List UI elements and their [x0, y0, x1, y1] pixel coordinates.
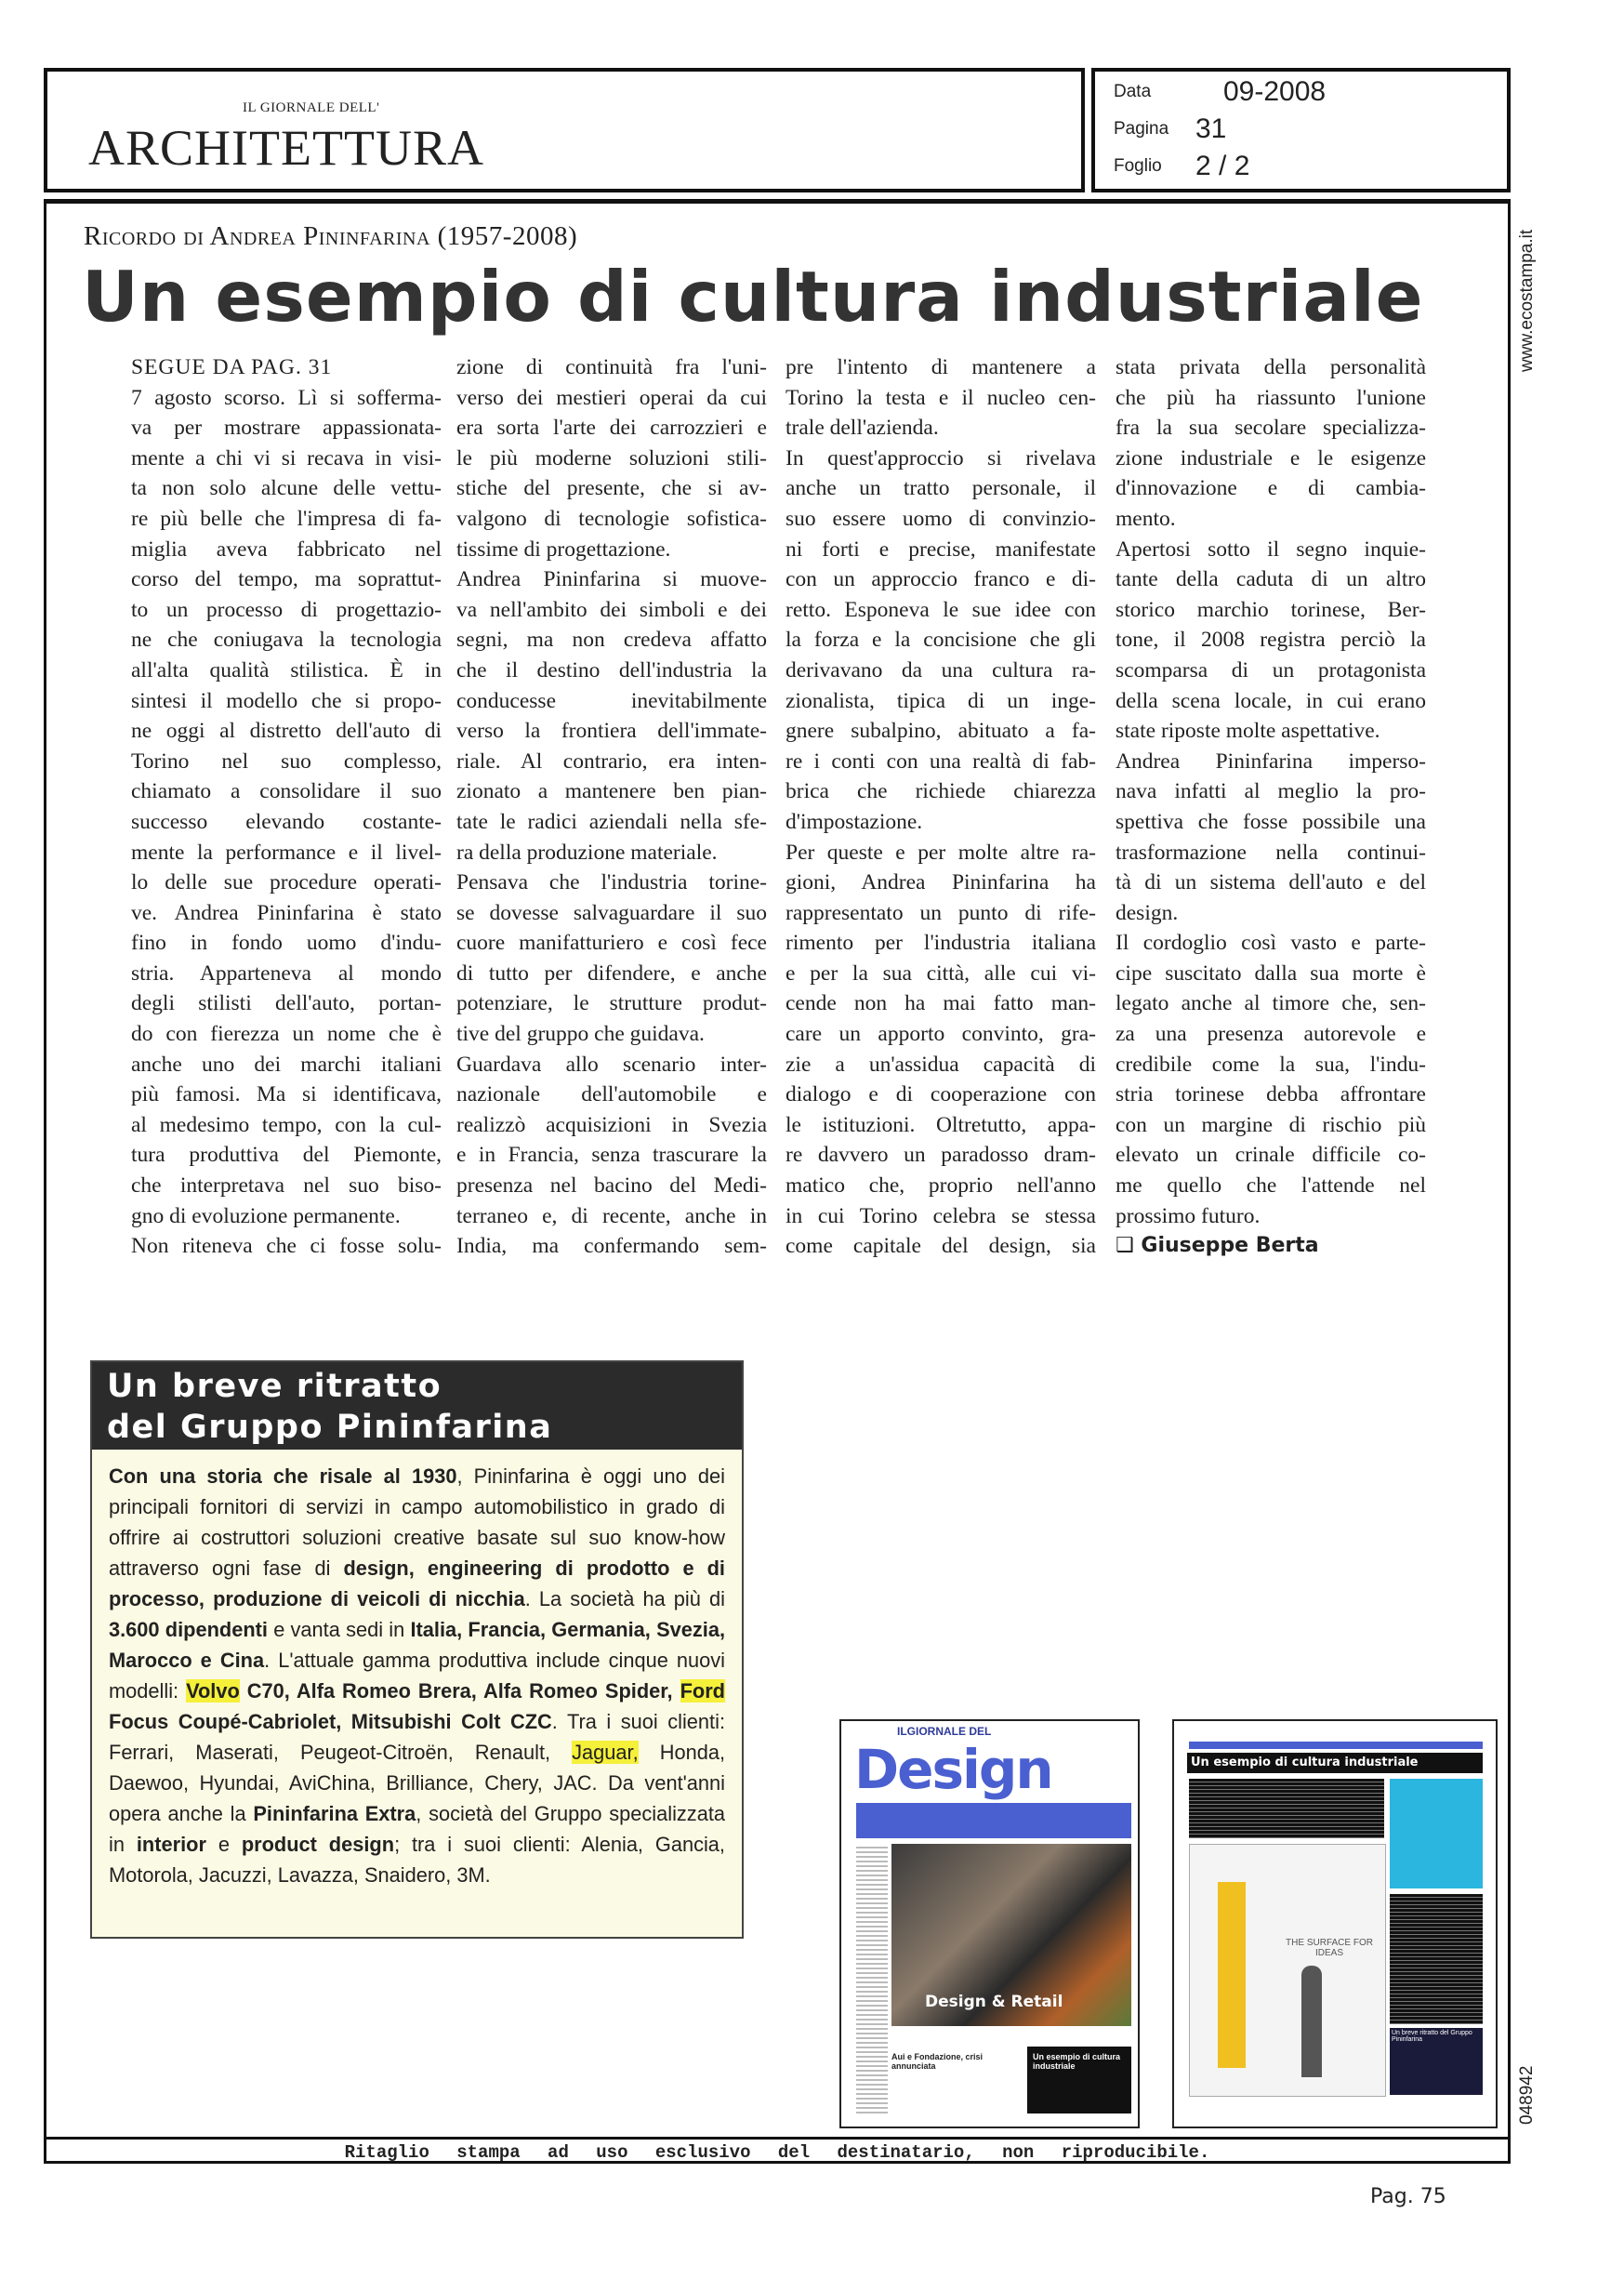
article-column-3: [786, 352, 1096, 1262]
thumb-ad-text: THE SURFACE FOR IDEAS: [1286, 1938, 1373, 1958]
body-text: e: [205, 1833, 242, 1856]
thumb-ad-panel: [1218, 1882, 1246, 2068]
article-line: ta non solo alcune delle vettu-: [131, 476, 442, 501]
thumb-top-band: [1189, 1742, 1483, 1749]
thumb-car-image: [1390, 1779, 1483, 1888]
article-line: Il cordoglio così vasto e parte-: [1116, 931, 1426, 956]
article-line: e in Francia, senza trascurare la: [456, 1143, 767, 1168]
article-line: rappresentato un punto di rife-: [786, 900, 1096, 925]
article-line: scomparsa di un protagonista: [1116, 657, 1426, 682]
article-line: tà di un sistema dell'auto e del: [1116, 870, 1426, 895]
body-text: , società del Gruppo specializzata in: [109, 1802, 726, 1856]
article-line: fra la sua secolare specializza-: [1116, 416, 1426, 441]
article-line: mento.: [1116, 506, 1176, 531]
article-line: cuore manifatturiero e così fece: [456, 931, 767, 956]
article-line: verso dei mestieri operai da cui: [456, 385, 767, 410]
article-line: fino in fondo uomo d'indu-: [131, 931, 442, 956]
article-line: della scena locale, in cui erano: [1116, 688, 1426, 713]
article-line: zione industriale e le esigenze: [1116, 445, 1426, 470]
article-line: anche uno dei marchi italiani: [131, 1052, 442, 1077]
article-line: ni forti e precise, manifestate: [786, 537, 1096, 562]
article-headline: Un esempio di cultura industriale: [82, 256, 1424, 338]
body-text: . Tra i suoi clienti: Ferrari, Maserati, Peugeot-Citroën, Renault,: [109, 1710, 726, 1764]
article-line: nazionale dell'automobile e: [456, 1082, 767, 1107]
thumb-sub-headline: Aui e Fondazione, crisi annunciata: [891, 2052, 984, 2071]
article-line: 7 agosto scorso. Lì si sofferma-: [131, 385, 442, 410]
article-line: care un apporto convinto, gra-: [786, 1022, 1096, 1047]
article-line: Per queste e per molte altre ra-: [786, 840, 1096, 865]
article-line: come capitale del design, sia: [786, 1234, 1096, 1259]
article-line: zionalista, tipica di un inge-: [786, 688, 1096, 713]
article-line: più famosi. Ma si identificava,: [131, 1082, 442, 1107]
article-line: matico che, proprio nell'anno: [786, 1173, 1096, 1199]
article-line: stiche del presente, che si av-: [456, 476, 767, 501]
thumb-masthead-big: Design: [854, 1738, 1052, 1801]
thumb-box: Un breve ritratto del Gruppo Pininfarina: [1390, 2028, 1483, 2095]
article-line: derivavano da una cultura ra-: [786, 657, 1096, 682]
article-line: Pensava che l'industria torine-: [456, 870, 767, 895]
article-line: za una presenza autorevole e: [1116, 1022, 1426, 1047]
article-line: mente a chi vi si recava in visi-: [131, 445, 442, 470]
footer-strip: Ritaglio stampa ad uso esclusivo del destinatario, non riproducibile.: [46, 2137, 1508, 2166]
article-line: ve. Andrea Pininfarina è stato: [131, 900, 442, 925]
article-line: design.: [1116, 900, 1179, 925]
article-column-4: [1116, 352, 1426, 1262]
thumb-inset: Un esempio di cultura industriale: [1027, 2047, 1131, 2113]
article-line: la forza e la concisione che gli: [786, 628, 1096, 653]
article-line: anche un tratto personale, il: [786, 476, 1096, 501]
article-line: va nell'ambito dei simboli e dei: [456, 597, 767, 622]
thumb-photo-caption: Design & Retail: [925, 1993, 1063, 2011]
article-line: corso del tempo, ma soprattut-: [131, 567, 442, 592]
article-line: miglia aveva fabbricato nel: [131, 537, 442, 562]
article-line: con un margine di rischio più: [1116, 1112, 1426, 1137]
meta-date: Data 09-2008: [1114, 76, 1327, 107]
article-line: Apertosi sotto il segno inquie-: [1116, 537, 1426, 562]
article-line: gioni, Andrea Pininfarina ha: [786, 870, 1096, 895]
article-line: state riposte molte aspettative.: [1116, 719, 1380, 744]
article-line: spettiva che fosse possibile una: [1116, 809, 1426, 834]
masthead-title: ARCHITETTURA: [88, 120, 484, 176]
side-code: 048942: [1517, 2065, 1537, 2125]
article-line: zione di continuità fra l'uni-: [456, 355, 767, 379]
sidebar-box-title: Un breve ritratto del Gruppo Pininfarina: [92, 1362, 742, 1450]
article-line: storico marchio torinese, Ber-: [1116, 597, 1426, 622]
article-line: realizzò acquisizioni in Svezia: [456, 1112, 767, 1137]
article-line: trasformazione nella continui-: [1116, 840, 1426, 865]
article-line: retto. Esponeva le sue idee con: [786, 597, 1096, 622]
article-line: tone, il 2008 registra perciò la: [1116, 628, 1426, 653]
article-line: al medesimo tempo, con la cul-: [131, 1112, 442, 1137]
thumb-ad-figure: [1301, 1966, 1322, 2077]
thumbnail-design-cover: [839, 1719, 1140, 2128]
article-line: trale dell'azienda.: [786, 416, 939, 441]
article-line: zionato a mantenere ben pian-: [456, 779, 767, 804]
article-line: segni, ma non credeva affatto: [456, 628, 767, 653]
article-line: tura produttiva del Piemonte,: [131, 1143, 442, 1168]
article-line: le istituzioni. Oltretutto, appa-: [786, 1112, 1096, 1137]
sidebar-box: [90, 1360, 744, 1939]
article-line: nava infatti al meglio la pro-: [1116, 779, 1426, 804]
article-line: degli stilisti dell'auto, portan-: [131, 991, 442, 1016]
body-text: Con una storia che risale al 1930: [109, 1464, 457, 1488]
article-line: le più moderne soluzioni stili-: [456, 445, 767, 470]
article-line: Torino nel suo complesso,: [131, 749, 442, 774]
article-line: Guardava allo scenario inter-: [456, 1052, 767, 1077]
article-line: mente la performance e il livel-: [131, 840, 442, 865]
side-url: www.ecostampa.it: [1517, 229, 1537, 372]
page-number: Pag. 75: [1370, 2185, 1446, 2208]
article-line: re davvero un paradosso dram-: [786, 1143, 1096, 1168]
article-line: va per mostrare appassionata-: [131, 416, 442, 441]
masthead-small: IL GIORNALE DELL': [243, 100, 380, 115]
article-line: rimento per l'industria italiana: [786, 931, 1096, 956]
article-line: tante della caduta di un altro: [1116, 567, 1426, 592]
article-line: in cui Torino celebra se stessa: [786, 1203, 1096, 1228]
article-line: che il destino dell'industria la: [456, 657, 767, 682]
thumbnail-article-page: [1172, 1719, 1498, 2128]
article-line: Torino la testa e il nucleo cen-: [786, 385, 1096, 410]
article-line: lo delle sue procedure operati-: [131, 870, 442, 895]
segue-label: SEGUE DA PAG. 31: [131, 355, 333, 379]
article-line: re i conti con una realtà di fab-: [786, 749, 1096, 774]
highlighted-text: Volvo: [186, 1679, 240, 1703]
thumb-columns-2: [1390, 1894, 1483, 2024]
article-line: prossimo futuro.: [1116, 1203, 1261, 1228]
article-line: elevato un crinale difficile co-: [1116, 1143, 1426, 1168]
article-line: stria. Apparteneva al mondo: [131, 961, 442, 986]
meta-box: [1091, 68, 1511, 192]
article-line: cende non ha mai fatto man-: [786, 991, 1096, 1016]
article-line: ra della produzione materiale.: [456, 840, 718, 865]
meta-page: Pagina 31: [1114, 113, 1227, 144]
article-line: credibile come la sua, l'indu-: [1116, 1052, 1426, 1077]
thumb-text-column: [856, 1844, 888, 2113]
article-line: d'innovazione e di cambia-: [1116, 476, 1426, 501]
body-text: e vanta sedi in: [267, 1618, 411, 1641]
article-line: valgono di tecnologie sofistica-: [456, 506, 767, 531]
article-box: [44, 199, 1511, 2164]
article-line: tate le radici aziendali nella sfe-: [456, 809, 767, 834]
article-line: do con fierezza un nome che è: [131, 1022, 442, 1047]
article-line: pre l'intento di mantenere a: [786, 355, 1096, 379]
article-line: stria torinese debba affrontare: [1116, 1082, 1426, 1107]
body-text: . La società ha più di: [524, 1587, 725, 1610]
author-signature: ❑ Giuseppe Berta: [1116, 1234, 1319, 1258]
article-line: chiamato a consolidare il suo: [131, 779, 442, 804]
body-text: C70, Alfa Romeo Brera, Alfa Romeo Spider,: [239, 1679, 680, 1703]
article-line: sintesi il modello che si propo-: [131, 688, 442, 713]
article-line: tive del gruppo che guidava.: [456, 1022, 705, 1047]
article-line: se dovesse salvaguardare il suo: [456, 900, 767, 925]
article-line: era sorta l'arte dei carrozzieri e: [456, 416, 767, 441]
masthead-box: [44, 68, 1085, 192]
article-line: conducesse inevitabilmente: [456, 688, 767, 713]
article-line: suo essere uomo di convinzio-: [786, 506, 1096, 531]
thumb-masthead-small: ILGIORNALE DEL: [897, 1725, 992, 1738]
article-line: re più belle che l'impresa di fa-: [131, 506, 442, 531]
article-line: stata privata della personalità: [1116, 355, 1426, 379]
body-text: Focus Coupé-Cabriolet, Mitsubishi Colt CZC: [109, 1710, 552, 1733]
body-text: . L'attuale gamma produttiva include cinque nuovi modelli:: [109, 1649, 725, 1703]
article-line: India, ma confermando sem-: [456, 1234, 767, 1259]
article-line: con un approccio franco e di-: [786, 567, 1096, 592]
body-text: Italia, Francia, Germania, Svezia, Marocco e Cina: [109, 1618, 725, 1672]
body-text: design, engineering di prodotto e di processo, produzione di veicoli di nicchia: [109, 1557, 725, 1610]
article-line: potenziare, le strutture produt-: [456, 991, 767, 1016]
highlighted-text: Ford: [680, 1679, 725, 1703]
article-line: d'impostazione.: [786, 809, 923, 834]
article-line: Andrea Pininfarina si muove-: [456, 567, 767, 592]
article-line: gno di evoluzione permanente.: [131, 1203, 401, 1228]
thumb-ad: [1189, 1844, 1386, 2097]
body-text: , Pininfarina è oggi uno dei principali fornitori di servizi in campo automobilistico in grado di offrire ai costruttori soluzioni creative basate sul suo know-how attraverso ogni fase di: [109, 1464, 725, 1580]
article-line: to un processo di progettazio-: [131, 597, 442, 622]
article-line: successo elevando costante-: [131, 809, 442, 834]
article-line: presenza nel bacino del Medi-: [456, 1173, 767, 1199]
article-line: che più ha riassunto l'unione: [1116, 385, 1426, 410]
article-line: riale. Al contrario, era inten-: [456, 749, 767, 774]
article-line: e per la sua città, alle cui vi-: [786, 961, 1096, 986]
article-line: gnere subalpino, abituato a fa-: [786, 719, 1096, 744]
article-line: brica che richiede chiarezza: [786, 779, 1096, 804]
meta-sheet: Foglio 2 / 2: [1114, 151, 1250, 181]
article-line: dialogo e di cooperazione con: [786, 1082, 1096, 1107]
body-text: Honda, Daewoo, Hyundai, AviChina, Brilliance, Chery, JAC. Da vent'anni opera anche la: [109, 1741, 725, 1825]
thumb-headline: Un esempio di cultura industriale: [1187, 1753, 1483, 1773]
thumb-blue-band: [856, 1803, 1131, 1838]
article-line: ne oggi al distretto dell'auto di: [131, 719, 442, 744]
body-text: 3.600 dipendenti: [109, 1618, 268, 1641]
article-line: Non riteneva che ci fosse solu-: [131, 1234, 442, 1259]
body-text: ; tra i suoi clienti: Alenia, Gancia, Motorola, Jacuzzi, Lavazza, Snaidero, 3M.: [109, 1833, 725, 1887]
article-line: me quello che l'attende nel: [1116, 1173, 1426, 1199]
article-line: ne che coniugava la tecnologia: [131, 628, 442, 653]
body-text: Pininfarina Extra: [253, 1802, 416, 1825]
article-line: legato anche al timore che, sen-: [1116, 991, 1426, 1016]
article-line: tissime di progettazione.: [456, 537, 671, 562]
article-line: zie a un'assidua capacità di: [786, 1052, 1096, 1077]
article-line: che interpretava nel suo biso-: [131, 1173, 442, 1199]
article-line: terraneo e, di recente, anche in: [456, 1203, 767, 1228]
thumb-columns: [1189, 1779, 1384, 1838]
body-text: interior: [136, 1833, 206, 1856]
article-kicker: Ricordo di Andrea Pininfarina (1957-2008): [84, 221, 578, 251]
article-line: Andrea Pininfarina imperso-: [1116, 749, 1426, 774]
article-column-2: [456, 352, 767, 1262]
sidebar-box-body: [92, 1450, 742, 1890]
article-line: di tutto per difendere, e anche: [456, 961, 767, 986]
article-column-1: [131, 352, 442, 1262]
article-line: all'alta qualità stilistica. È in: [131, 657, 442, 682]
article-line: In quest'approccio si rivelava: [786, 445, 1096, 470]
article-line: verso la frontiera dell'immate-: [456, 719, 767, 744]
highlighted-text: Jaguar,: [572, 1741, 639, 1764]
body-text: product design: [241, 1833, 395, 1856]
article-line: cipe suscitato dalla sua morte è: [1116, 961, 1426, 986]
